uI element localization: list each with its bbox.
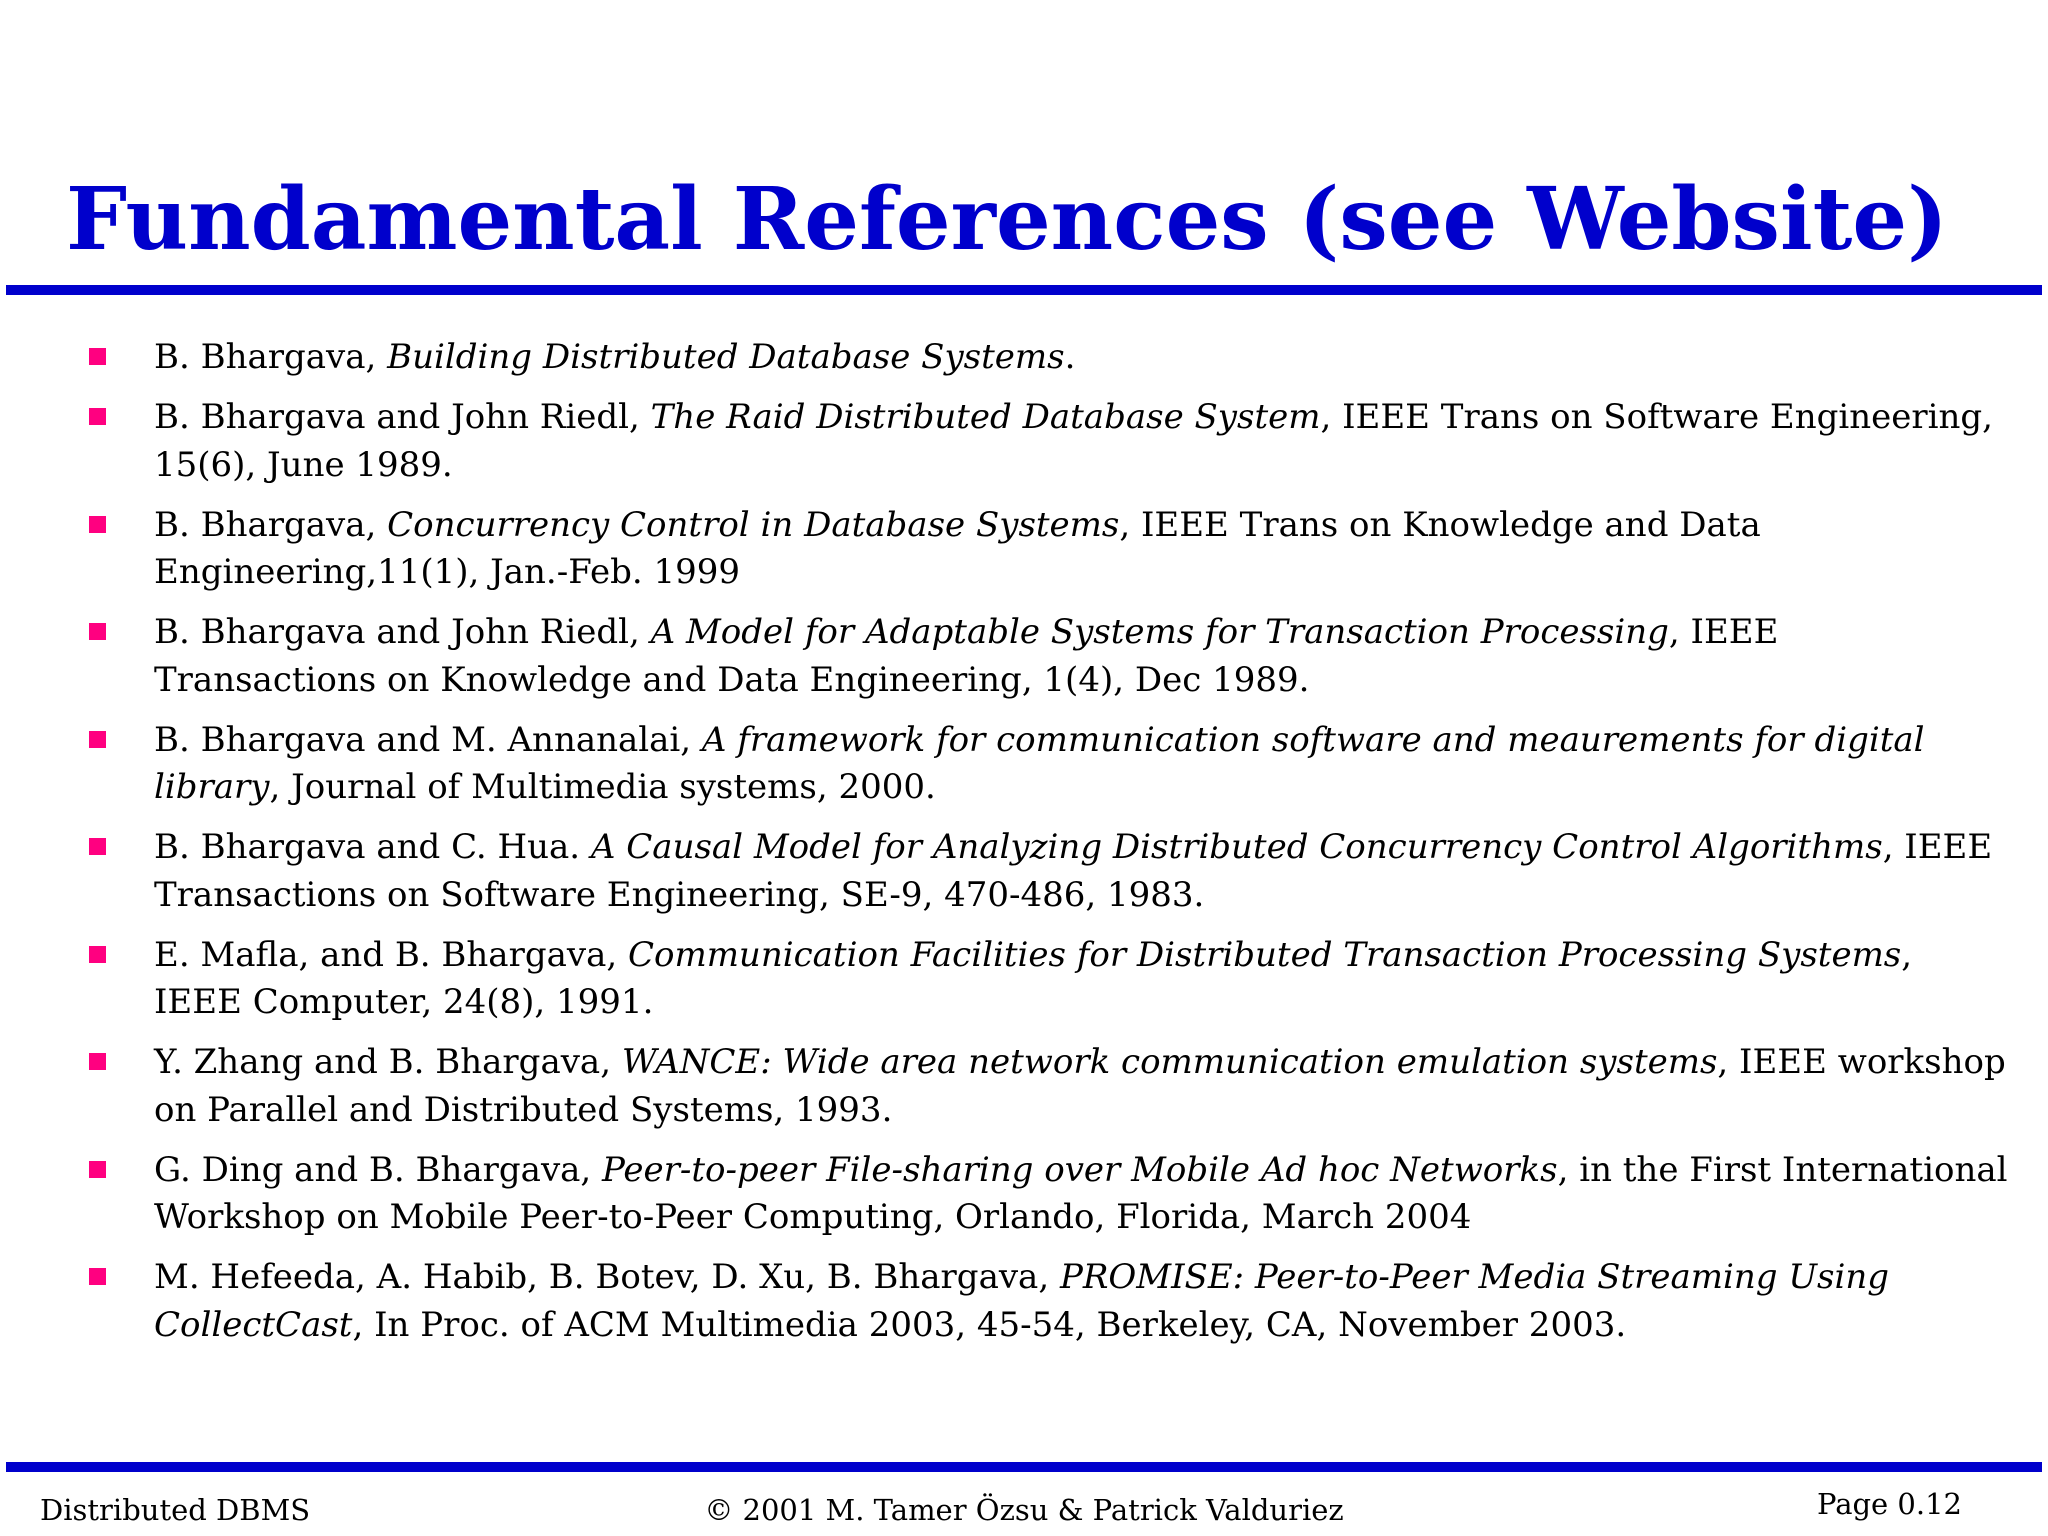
reference-details: , in the First International Workshop on Mobile Peer-to-Peer Computing, Orlando, Florida, March 2004 bbox=[154, 1149, 2008, 1237]
reference-details: , Journal of Multimedia systems, 2000. bbox=[269, 767, 936, 807]
reference-item bbox=[0, 334, 2048, 382]
title-underline bbox=[6, 285, 2042, 295]
reference-title: Communication Facilities for Distributed Transaction Processing Systems bbox=[627, 934, 1902, 975]
reference-item bbox=[0, 824, 2048, 919]
reference-authors: E. Mafla, and B. Bhargava, bbox=[154, 934, 628, 975]
reference-details: , IEEE Transactions on Knowledge and Data Engineering, 1(4), Dec 1989. bbox=[154, 612, 1779, 700]
reference-item bbox=[0, 1039, 2048, 1134]
footer-copyright: © 2001 M. Tamer Özsu & Patrick Valduriez bbox=[704, 1493, 1344, 1527]
reference-item bbox=[0, 609, 2048, 704]
reference-item bbox=[0, 1147, 2048, 1242]
reference-item bbox=[0, 932, 2048, 1027]
reference-authors: B. Bhargava and C. Hua. bbox=[154, 827, 591, 867]
reference-details: , IEEE Trans on Software Engineering, 15(6), June 1989. bbox=[154, 397, 1993, 485]
slide-title: Fundamental References (see Website) bbox=[66, 169, 1948, 270]
bullet-square-icon bbox=[89, 623, 106, 640]
reference-title: WANCE: Wide area network communication emulation systems bbox=[621, 1042, 1718, 1082]
bullet-square-icon bbox=[89, 408, 106, 425]
bullet-square-icon bbox=[89, 731, 106, 748]
reference-details: , IEEE Transactions on Software Engineering, SE-9, 470-486, 1983. bbox=[154, 827, 1993, 915]
reference-details: , In Proc. of ACM Multimedia 2003, 45-54, Berkeley, CA, November 2003. bbox=[352, 1304, 1627, 1345]
footer-page-number: Page 0.12 bbox=[1816, 1487, 1962, 1521]
reference-authors: B. Bhargava, bbox=[154, 504, 388, 545]
reference-title: Concurrency Control in Database Systems bbox=[387, 504, 1120, 545]
bullet-square-icon bbox=[89, 1161, 106, 1178]
reference-item bbox=[0, 1254, 2048, 1349]
bullet-square-icon bbox=[89, 946, 106, 963]
reference-authors: G. Ding and B. Bhargava, bbox=[154, 1149, 603, 1190]
reference-title: PROMISE: Peer-to-Peer Media Streaming Using CollectCast bbox=[154, 1257, 1889, 1345]
bullet-square-icon bbox=[89, 838, 106, 855]
reference-authors: Y. Zhang and B. Bhargava, bbox=[154, 1042, 622, 1082]
reference-item bbox=[0, 717, 2048, 812]
footer-rule bbox=[6, 1462, 2042, 1472]
bullet-square-icon bbox=[89, 348, 106, 365]
reference-details: , IEEE Trans on Knowledge and Data Engineering,11(1), Jan.-Feb. 1999 bbox=[154, 504, 1761, 592]
bullet-square-icon bbox=[89, 516, 106, 533]
reference-authors: M. Hefeeda, A. Habib, B. Botev, D. Xu, B. Bhargava, bbox=[154, 1257, 1060, 1297]
bullet-square-icon bbox=[89, 1268, 106, 1285]
reference-list bbox=[0, 334, 2048, 1362]
reference-details: , IEEE Computer, 24(8), 1991. bbox=[154, 934, 1913, 1022]
reference-title: The Raid Distributed Database System bbox=[650, 397, 1321, 437]
reference-authors: B. Bhargava and John Riedl, bbox=[154, 397, 651, 437]
reference-details: , IEEE workshop on Parallel and Distributed Systems, 1993. bbox=[154, 1042, 2006, 1130]
reference-authors: B. Bhargava and M. Annanalai, bbox=[154, 719, 702, 760]
reference-title: A framework for communication software and meaurements for digital library bbox=[154, 719, 1925, 807]
reference-authors: B. Bhargava and John Riedl, bbox=[154, 612, 651, 652]
reference-title: Peer-to-peer File-sharing over Mobile Ad hoc Networks bbox=[602, 1149, 1558, 1190]
reference-title: A Causal Model for Analyzing Distributed Concurrency Control Algorithms bbox=[590, 827, 1883, 867]
reference-item bbox=[0, 502, 2048, 597]
bullet-square-icon bbox=[89, 1053, 106, 1070]
reference-title: Building Distributed Database Systems bbox=[387, 337, 1065, 377]
footer-course-name: Distributed DBMS bbox=[40, 1493, 311, 1527]
reference-title: A Model for Adaptable Systems for Transaction Processing bbox=[650, 612, 1669, 652]
reference-item bbox=[0, 394, 2048, 489]
reference-details: . bbox=[1064, 337, 1076, 377]
reference-authors: B. Bhargava, bbox=[154, 337, 388, 377]
